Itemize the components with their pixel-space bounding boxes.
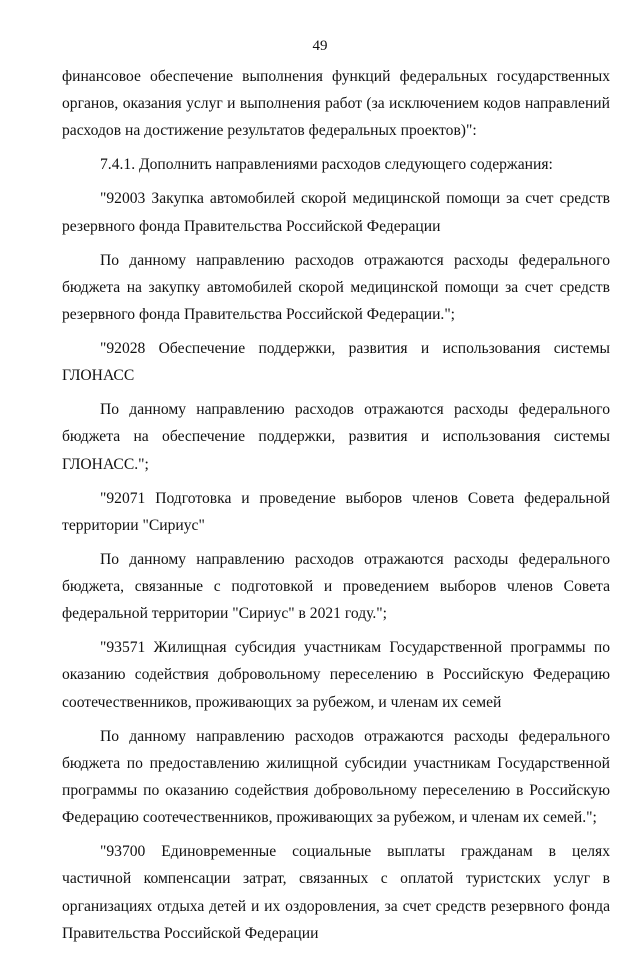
paragraph-code-92003-description: По данному направлению расходов отражаются расходы федерального бюджета на закупку автомобилей скорой медицинской помощи за счет средств резервного фонда Правительства Российской Федерации.";	[62, 251, 610, 324]
paragraph-section-7-4-1: 7.4.1. Дополнить направлениями расходов следующего содержания:	[100, 156, 553, 174]
document-body	[62, 63, 610, 954]
paragraph-code-93571-title: "93571 Жилищная субсидия участникам Государственной программы по оказанию содействия добровольному переселению в Российскую Федерацию соотечественников, проживающих за рубежом, и членам их семей	[62, 639, 610, 711]
paragraph-code-92028-title: "92028 Обеспечение поддержки, развития и использования системы ГЛОНАСС	[62, 340, 610, 385]
paragraph-code-92003-title: "92003 Закупка автомобилей скорой медицинской помощи за счет средств резервного фонда Правительства Российской Федерации	[62, 190, 610, 235]
paragraph-code-93571-description: По данному направлению расходов отражаются расходы федерального бюджета по предоставлению жилищной субсидии участникам Государственной программы по оказанию содействия добровольному переселению в Российскую Федерацию соотечественников, проживающих за рубежом, и членам их семей.";	[62, 727, 610, 827]
paragraph-code-92028-description: По данному направлению расходов отражаются расходы федерального бюджета на обеспечение поддержки, развития и использования системы ГЛОНАСС.";	[62, 401, 610, 473]
paragraph-code-92071-title: "92071 Подготовка и проведение выборов членов Совета федеральной территории "Сириус"	[62, 489, 610, 534]
paragraph-code-92071-description: По данному направлению расходов отражаются расходы федерального бюджета, связанные с подготовкой и проведением выборов членов Совета федеральной территории "Сириус" в 2021 году.";	[62, 550, 610, 623]
paragraph-code-93700-title: "93700 Единовременные социальные выплаты гражданам в целях частичной компенсации затрат, связанных с оплатой туристских услуг в организациях отдыха детей и их оздоровления, за счет средств резервного фонда Правительства Российской Федерации	[62, 843, 610, 942]
paragraph-continuation: финансовое обеспечение выполнения функций федеральных государственных органов, оказания услуг и выполнения работ (за исключением кодов направлений расходов на достижение результатов федеральных проектов)":	[62, 68, 610, 140]
page-number: 49	[312, 38, 328, 54]
